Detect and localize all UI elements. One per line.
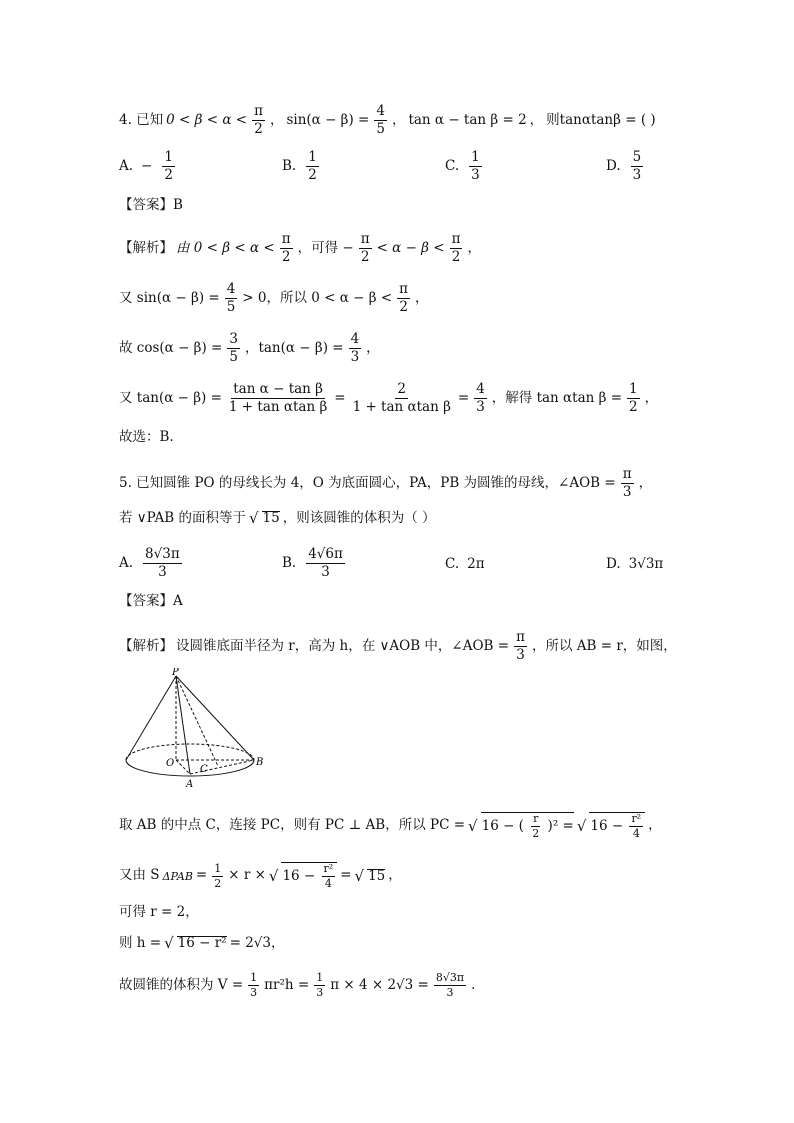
option-frac	[162, 150, 175, 183]
punct: ，	[644, 389, 659, 406]
root-text: 16 −	[590, 818, 624, 835]
frac-num: 8√3π	[145, 546, 180, 562]
frac-den: 3	[632, 166, 642, 183]
option-sign: −	[141, 158, 153, 175]
analysis-label: 【解析】	[119, 239, 173, 256]
frac	[621, 467, 634, 500]
frac	[627, 382, 640, 415]
cone-figure	[118, 668, 268, 793]
q4-analysis-line4	[119, 382, 658, 415]
cone-base-back-dashed	[126, 744, 254, 760]
option-value: 2π	[467, 556, 485, 572]
frac-num: π	[451, 231, 461, 247]
equals: =	[334, 389, 346, 406]
root-text: 16 −	[282, 868, 316, 885]
frac-den: 3	[321, 563, 330, 580]
cone-right-edge	[176, 676, 254, 760]
analysis-text: 又由 S	[119, 867, 160, 884]
frac-den: 2	[281, 248, 291, 265]
punct: ，	[388, 867, 402, 884]
frac-den: 3	[476, 398, 485, 415]
equals: =	[195, 867, 208, 884]
frac-num: 1	[212, 863, 223, 877]
frac-den: 2	[164, 166, 173, 183]
frac-den: 3	[158, 563, 167, 580]
equals: =	[340, 867, 352, 884]
label-b: B	[256, 757, 264, 768]
analysis-text: > 0，所以 0 < α − β <	[242, 289, 393, 306]
frac-den: 3	[316, 986, 324, 1000]
analysis-text: < α − β <	[376, 239, 445, 256]
analysis-text: ，tan(α − β) =	[244, 339, 344, 356]
frac-den: 3	[622, 483, 632, 500]
punct: ，	[415, 289, 429, 306]
q4-choose: 故选：B.	[119, 429, 174, 445]
option-letter: A.	[119, 555, 134, 572]
q5-analysis-line2	[119, 812, 662, 840]
frac	[227, 382, 329, 415]
frac-den: 5	[376, 120, 385, 137]
frac	[359, 232, 372, 265]
q5-analysis-line6	[119, 972, 475, 999]
frac-num: 1	[164, 149, 173, 165]
q4-analysis-line3	[119, 332, 380, 365]
option-letter: B.	[282, 555, 297, 572]
frac-num: 1	[314, 972, 325, 986]
option-value: 3√3π	[628, 556, 664, 572]
frac-den: 2	[214, 876, 222, 890]
frac-den: 3	[250, 986, 258, 1000]
analysis-text: ，可得 −	[297, 239, 354, 256]
q4-frac-pi2	[252, 104, 265, 137]
label-o: O	[166, 758, 175, 769]
punct: .	[471, 976, 476, 993]
frac-num: 3	[229, 331, 238, 347]
frac-num: π	[399, 281, 409, 297]
frac-den: 2	[308, 166, 317, 183]
option-frac	[469, 150, 482, 183]
frac-den: 2	[629, 398, 638, 415]
punct: ，	[638, 474, 653, 491]
option-frac	[631, 150, 644, 183]
frac-num: π	[281, 231, 291, 247]
frac	[351, 382, 453, 415]
q4-stem: 4. 已知 0 < β < α < $\frac{\pi}{2}$ ， sin(α − β) = $\frac{4}{5}$ ， tan α − tan β = 2 ， 则tanαtanβ = ( )	[119, 103, 656, 137]
q4-answer: 【答案】B	[119, 197, 183, 213]
frac	[225, 282, 238, 315]
frac	[280, 232, 293, 265]
frac-num: π	[360, 231, 370, 247]
label-c: C	[200, 764, 208, 775]
frac-den: 4	[632, 827, 640, 841]
q5-prompt: 5. 已知圆锥 PO 的母线长为 4，O 为底面圆心，PA，PB 为圆锥的母线，∠AOB =	[119, 474, 616, 491]
frac	[314, 972, 325, 999]
frac-den: 5	[229, 348, 238, 365]
frac-den: 2	[532, 827, 540, 841]
q4-ask: 则tanαtanβ = ( )	[546, 111, 656, 128]
frac	[474, 382, 487, 415]
frac-den: 3	[350, 348, 360, 365]
frac-den: 1 + tan αtan β	[352, 398, 451, 415]
equals: =	[457, 389, 470, 406]
sqrt-content	[481, 812, 574, 840]
punct: ，	[467, 239, 481, 256]
frac	[322, 863, 336, 890]
frac	[450, 232, 463, 265]
option-frac	[306, 547, 345, 580]
q4-analysis-line1	[119, 232, 481, 265]
sqrt-content	[589, 812, 645, 840]
option-letter: D.	[606, 556, 621, 572]
label-a: A	[186, 779, 194, 790]
frac-num: 2	[397, 381, 407, 397]
option-frac	[143, 547, 182, 580]
frac-den: 2	[360, 248, 370, 265]
frac	[349, 332, 362, 365]
frac	[212, 863, 223, 890]
punct: ，	[648, 817, 662, 834]
frac	[397, 282, 410, 315]
sqrt-sign: √	[354, 866, 365, 885]
frac-num: 1	[308, 149, 317, 165]
option-letter: A.	[119, 158, 134, 175]
q5-analysis-line5	[119, 936, 284, 951]
frac-den: 3	[446, 986, 454, 1000]
analysis-text: 由 0 < β < α <	[176, 239, 275, 256]
sqrt-sign: √	[468, 816, 478, 835]
frac-den: 1 + tan αtan β	[228, 398, 328, 415]
frac-num: 4	[226, 281, 236, 297]
frac-num: 4	[476, 381, 485, 397]
q4-option-d	[606, 150, 645, 183]
q4-frac-45	[374, 104, 387, 137]
analysis-text: 取 AB 的中点 C，连接 PC，则有 PC ⊥ AB，所以 PC =	[119, 817, 466, 834]
frac	[530, 813, 541, 840]
frac-num: π	[254, 103, 263, 119]
sqrt-content: 16 − r²	[177, 935, 227, 952]
frac-num: 4√6π	[308, 546, 343, 562]
q5-prompt: ，则该圆锥的体积为（ ）	[282, 509, 436, 526]
analysis-text: πr²h =	[264, 976, 310, 993]
q4-prompt: 4. 已知	[119, 111, 164, 128]
frac-num: r²	[322, 863, 336, 877]
sqrt-sign: √	[248, 509, 259, 527]
q4-cond1: 0 < β < α <	[166, 111, 248, 128]
q5-answer: 【答案】A	[119, 593, 183, 609]
cone-base-back-mask	[126, 744, 254, 760]
q5-option-c	[445, 556, 485, 572]
frac-den: 2	[451, 248, 461, 265]
subscript: ΔPAB	[162, 869, 193, 883]
q4-option-b	[282, 150, 321, 183]
q5-stem-line2	[119, 511, 436, 526]
q5-prompt: 若 ∨PAB 的面积等于	[119, 509, 246, 526]
label-p: P	[172, 668, 179, 678]
q5-option-a	[119, 547, 184, 580]
frac-num: 4	[350, 331, 360, 347]
frac-den: 3	[471, 166, 480, 183]
frac-den: 2	[399, 298, 408, 315]
frac	[227, 332, 240, 365]
frac-num: π	[622, 466, 632, 482]
frac-num: 8√3π	[434, 972, 466, 986]
option-frac	[306, 150, 319, 183]
frac-den: 2	[254, 120, 263, 137]
frac-num: 5	[632, 149, 642, 165]
q4-analysis-line2	[119, 282, 429, 315]
frac-num: 1	[248, 972, 259, 986]
q5-analysis-line3	[119, 862, 402, 890]
option-letter: D.	[606, 158, 621, 175]
frac-num: π	[516, 629, 525, 645]
analysis-text: ，解得 tan αtan β =	[491, 389, 623, 406]
frac-num: 1	[629, 381, 638, 397]
frac-num: tan α − tan β	[233, 381, 323, 397]
frac-den: 5	[226, 298, 236, 315]
sqrt-sign: √	[576, 816, 587, 835]
frac-den: 4	[324, 877, 332, 891]
analysis-text: 则 h =	[119, 934, 162, 951]
q5-analysis-line4: 可得 r = 2，	[119, 904, 199, 920]
q5-option-b	[282, 547, 347, 580]
frac	[434, 972, 466, 999]
analysis-text: = 2√3，	[229, 934, 285, 951]
frac-num: r	[531, 813, 540, 827]
analysis-text: 故圆锥的体积为 V =	[119, 976, 244, 993]
analysis-text: 故 cos(α − β) =	[119, 339, 223, 356]
sqrt-sign: √	[268, 866, 279, 885]
punct: ，	[366, 339, 380, 356]
q5-option-d	[606, 556, 663, 572]
analysis-label: 【解析】	[119, 637, 173, 654]
root-text: )² =	[547, 818, 574, 835]
frac	[248, 972, 259, 999]
frac-den: 3	[516, 646, 525, 663]
q4-option-a	[119, 150, 177, 183]
sqrt-content: 15	[262, 510, 280, 527]
frac-num: r²	[629, 813, 643, 827]
option-letter: B.	[282, 158, 297, 175]
option-letter: C.	[445, 158, 460, 175]
sqrt-content: 15	[368, 867, 386, 884]
q4-tan-cond: tan α − tan β = 2	[408, 111, 527, 128]
analysis-text: π × 4 × 2√3 =	[330, 976, 429, 993]
analysis-text: ，所以 AB = r，如图，	[531, 637, 677, 654]
analysis-text: 设圆锥底面半径为 r，高为 h，在 ∨AOB 中，∠AOB =	[176, 637, 510, 654]
root-text: 16 − (	[481, 818, 524, 835]
frac	[629, 813, 643, 840]
analysis-text: 又 sin(α − β) =	[119, 289, 220, 306]
sqrt-content	[281, 862, 337, 890]
analysis-text: 又 tan(α − β) =	[119, 389, 222, 406]
q4-sin-label: sin(α − β) =	[286, 111, 370, 128]
frac-num: 4	[376, 103, 385, 119]
option-letter: C.	[445, 556, 460, 572]
q4-option-c	[445, 150, 484, 183]
q5-analysis-line1	[119, 630, 677, 663]
analysis-text: × r ×	[228, 867, 266, 884]
frac-num: 1	[471, 149, 480, 165]
sqrt-sign: √	[164, 934, 174, 952]
frac	[514, 630, 527, 663]
q5-stem-line1	[119, 467, 652, 500]
